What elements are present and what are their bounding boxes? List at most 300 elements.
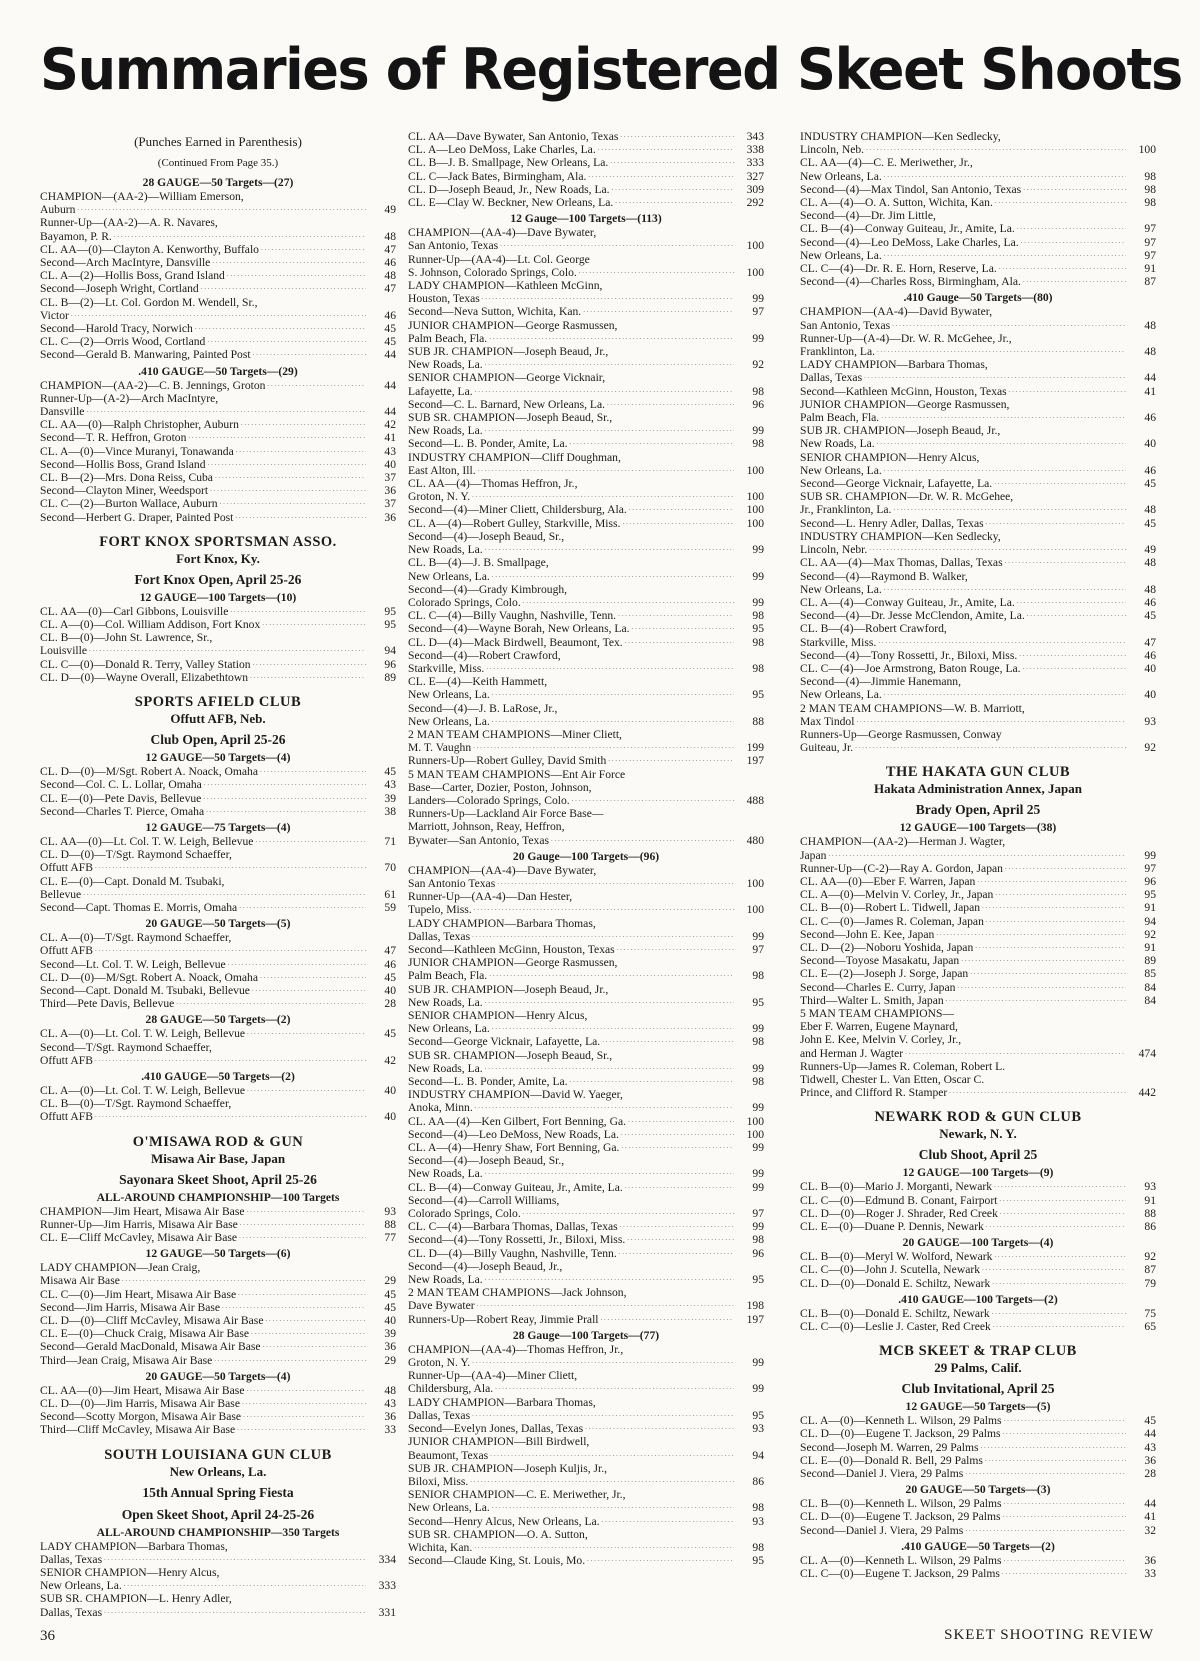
result-entry [408,130,764,143]
score: 93 [734,1422,764,1435]
shooter-name: Second—Gerald B. Manwaring, Painted Post . . . [40,348,366,361]
score: 327 [734,170,764,183]
result-entry [40,348,396,361]
score: 92 [1126,741,1156,754]
score: 97 [1126,236,1156,249]
shooter-name: JUNIOR CHAMPION—George Rasmussen, Palm Beach, Fla. . . . [408,956,734,982]
shooter-name: CL. A—(0)—T/Sgt. Raymond Schaeffer, Offutt AFB . . . [40,931,366,957]
score: 100 [734,464,764,477]
shooter-name: CL. B—(0)—Mario J. Morganti, Newark . . . [800,1180,1126,1193]
result-entry [800,609,1156,622]
score: 480 [734,834,764,847]
event-title: 15th Annual Spring Fiesta [142,1484,294,1500]
result-entry [408,1009,764,1035]
score: 99 [1126,849,1156,862]
score: 98 [734,437,764,450]
gauge-heading: 20 GAUGE—50 Targets—(5) [145,917,291,931]
score: 70 [366,861,396,874]
shooter-name: CHAMPION—(AA-2)—C. B. Jennings, Groton . . . [40,379,366,392]
score: 99 [734,1220,764,1233]
shooter-name: Second—(4)—Tony Rossetti, Jr., Biloxi, Miss. . . . [408,1233,734,1246]
score: 91 [1126,941,1156,954]
result-entry [800,941,1156,954]
score: 44 [1126,371,1156,384]
result-entry [800,835,1156,861]
shooter-name: JUNIOR CHAMPION—George Rasmussen, Palm Beach, Fla. . . . [800,398,1126,424]
shooter-name: Second—(4)—Tony Rossetti, Jr., Biloxi, Miss. . . . [800,649,1126,662]
score: 96 [366,658,396,671]
result-entry [800,954,1156,967]
score: 33 [366,1423,396,1436]
result-entry [408,196,764,209]
result-entry [800,490,1156,516]
result-entry [40,1354,396,1367]
result-entry [408,1515,764,1528]
club-name: FORT KNOX SPORTSMAN ASSO. [99,533,337,550]
result-entry [40,848,396,874]
shooter-name: Second—Toyose Masakatu, Japan . . . [800,954,1126,967]
result-entry [40,458,396,471]
shooter-name: Second—(4)—Charles Ross, Birmingham, Ala. . . . [800,275,1126,288]
gauge-heading: 20 GAUGE—100 Targets—(4) [902,1236,1054,1250]
score: 36 [366,484,396,497]
score: 88 [1126,1207,1156,1220]
score: 87 [1126,275,1156,288]
shooter-name: SUB JR. CHAMPION—Joseph Kuljis, Jr., Biloxi, Miss. . . . [408,1462,734,1488]
score: 85 [1126,967,1156,980]
score: 98 [734,969,764,982]
result-entry [800,649,1156,662]
result-entry [800,249,1156,262]
shooter-name: Second—T. R. Heffron, Groton . . . [40,431,366,444]
result-entry [800,622,1156,648]
score: 333 [734,156,764,169]
result-entry [40,1384,396,1397]
shooter-name: INDUSTRY CHAMPION—David W. Yaeger, Anoka, Minn. . . . [408,1088,734,1114]
score: 98 [734,1075,764,1088]
score: 45 [366,1288,396,1301]
score: 33 [1126,1567,1156,1580]
score: 88 [734,715,764,728]
shooter-name: SUB SR. CHAMPION—L. Henry Adler, Dallas, Texas . . . [40,1592,366,1618]
score: 96 [734,398,764,411]
score: 93 [1126,1180,1156,1193]
shooter-name: LADY CHAMPION—Kathleen McGinn, Houston, Texas . . . [408,279,734,305]
score: 36 [366,1340,396,1353]
score: 100 [734,503,764,516]
shooter-name: Runner-Up—(AA-4)—Lt. Col. George S. Johnson, Colorado Springs, Colo. . . . [408,253,734,279]
result-entry [800,915,1156,928]
shooter-name: CL. A—Leo DeMoss, Lake Charles, La. . . . [408,143,734,156]
result-entry [408,279,764,305]
result-entry [408,1462,764,1488]
result-entry [800,451,1156,477]
result-entry [40,1566,396,1592]
result-entry [40,497,396,510]
result-entry [800,1307,1156,1320]
score: 93 [366,1205,396,1218]
shooter-name: Second—Herbert G. Draper, Painted Post . . . [40,511,366,524]
score: 36 [366,1410,396,1423]
result-entry [800,1441,1156,1454]
score: 98 [734,636,764,649]
score: 32 [1126,1524,1156,1537]
score: 39 [366,1327,396,1340]
shooter-name: Second—(4)—Grady Kimbrough, Colorado Springs, Colo. . . . [408,583,734,609]
result-entry [800,275,1156,288]
gauge-heading: ALL-AROUND CHAMPIONSHIP—100 Targets [96,1190,340,1204]
score: 98 [734,1501,764,1514]
result-entry [408,1528,764,1554]
shooter-name: CL. A—(0)—Lt. Col. T. W. Leigh, Bellevue . . . [40,1084,366,1097]
shooter-name: Second—Hollis Boss, Grand Island . . . [40,458,366,471]
score: 97 [1126,862,1156,875]
result-entry [408,728,764,754]
shooter-name: Second—(4)—Robert Crawford, Starkville, Miss. . . . [408,649,734,675]
shooter-name: Second—L. B. Ponder, Amite, La. . . . [408,437,734,450]
score: 79 [1126,1277,1156,1290]
club-location: Fort Knox, Ky. [176,550,260,566]
result-entry [40,805,396,818]
shooter-name: LADY CHAMPION—Barbara Thomas, Dallas, Texas . . . [800,358,1126,384]
result-entry [800,1263,1156,1276]
score: 95 [366,605,396,618]
result-entry [800,183,1156,196]
shooter-name: Second—Charles E. Curry, Japan . . . [800,981,1126,994]
score: 45 [366,1027,396,1040]
score: 474 [1126,1047,1156,1060]
result-entry [408,398,764,411]
score: 95 [734,688,764,701]
shooter-name: CL. E—(0)—Duane P. Dennis, Newark . . . [800,1220,1126,1233]
score: 95 [734,996,764,1009]
score: 99 [734,596,764,609]
result-entry [800,1207,1156,1220]
result-entry [40,631,396,657]
result-entry [40,1410,396,1423]
score: 94 [366,644,396,657]
result-entry [408,675,764,701]
shooter-name: CL. D—(0)—Eugene T. Jackson, 29 Palms . . . [800,1510,1126,1523]
score: 98 [1126,170,1156,183]
shooter-name: CL. C—(0)—Edmund B. Conant, Fairport . . . [800,1194,1126,1207]
shooter-name: 5 MAN TEAM CHAMPIONS—Ent Air Force Base—Carter, Dozier, Poston, Johnson, Landers—Colorado Springs, Colo. . . . [408,768,734,808]
score: 197 [734,1313,764,1326]
result-entry [408,253,764,279]
score: 43 [1126,1441,1156,1454]
shooter-name: Runner-Up—Jim Harris, Misawa Air Base . . . [40,1218,366,1231]
shooter-name: CL. D—(0)—M/Sgt. Robert A. Noack, Omaha . . . [40,765,366,778]
result-entry [40,511,396,524]
shooter-name: LADY CHAMPION—Jean Craig, Misawa Air Base . . . [40,1261,366,1287]
score: 44 [366,379,396,392]
gauge-heading: 12 GAUGE—50 Targets—(4) [145,751,291,765]
shooter-name: CL. A—(4)—Henry Shaw, Fort Benning, Ga. . . . [408,1141,734,1154]
score: 48 [1126,345,1156,358]
score: 44 [1126,1427,1156,1440]
score: 99 [734,1356,764,1369]
score: 48 [366,269,396,282]
shooter-name: Second—(4)—Miner Cliett, Childersburg, Ala. . . . [408,503,734,516]
shooter-name: CL. D—(0)—Jim Harris, Misawa Air Base . . . [40,1397,366,1410]
result-entry [800,305,1156,331]
score: 86 [1126,1220,1156,1233]
score: 40 [366,458,396,471]
shooter-name: Second—Jim Harris, Misawa Air Base . . . [40,1301,366,1314]
score: 88 [366,1218,396,1231]
result-entry [408,1313,764,1326]
score: 29 [366,1354,396,1367]
score: 100 [734,1115,764,1128]
score: 49 [366,203,396,216]
result-entry [40,1340,396,1353]
shooter-name: CL. C—(0)—James R. Coleman, Japan . . . [800,915,1126,928]
shooter-name: CL. C—(2)—Burton Wallace, Auburn . . . [40,497,366,510]
result-entry [40,835,396,848]
shooter-name: CHAMPION—Jim Heart, Misawa Air Base . . . [40,1205,366,1218]
score: 40 [366,1110,396,1123]
result-entry [40,901,396,914]
shooter-name: CL. C—(0)—Leslie J. Caster, Red Creek . . . [800,1320,1126,1333]
score: 97 [1126,249,1156,262]
score: 44 [1126,1497,1156,1510]
shooter-name: CL. E—(0)—Capt. Donald M. Tsubaki, Bellevue . . . [40,875,366,901]
result-entry [800,1277,1156,1290]
shooter-name: Second—George Vicknair, Lafayette, La. . . . [800,477,1126,490]
result-entry [40,875,396,901]
shooter-name: New Orleans, La. . . . [800,249,1126,262]
result-entry [800,222,1156,235]
score: 48 [366,230,396,243]
shooter-name: INDUSTRY CHAMPION—Cliff Doughman, East Alton, Ill. . . . [408,451,734,477]
shooter-name: CL. AA—(0)—Carl Gibbons, Louisville . . . [40,605,366,618]
shooter-name: Runner-Up—(AA-4)—Dan Hester, Tupelo, Miss. . . . [408,890,734,916]
result-entry [40,296,396,322]
result-entry [40,445,396,458]
result-entry [800,556,1156,569]
result-entry [800,1220,1156,1233]
shooter-name: Second—(4)—Max Tindol, San Antonio, Texas . . . [800,183,1126,196]
result-entry [408,1181,764,1194]
result-entry [40,1288,396,1301]
result-entry [408,943,764,956]
result-entry [800,1497,1156,1510]
result-entry [408,517,764,530]
score: 292 [734,196,764,209]
club-name: MCB SKEET & TRAP CLUB [879,1343,1077,1360]
shooter-name: CL. B—(0)—Meryl W. Wolford, Newark . . . [800,1250,1126,1263]
score: 65 [1126,1320,1156,1333]
score: 41 [1126,1510,1156,1523]
result-entry [408,1260,764,1286]
result-entry [408,411,764,437]
shooter-name: Second—Joseph Wright, Cortland . . . [40,282,366,295]
shooter-name: Second—Clayton Miner, Weedsport . . . [40,484,366,497]
score: 39 [366,792,396,805]
gauge-heading: 12 GAUGE—50 Targets—(5) [905,1400,1051,1414]
score: 99 [734,332,764,345]
result-entry [800,570,1156,596]
score: 40 [366,1314,396,1327]
score: 48 [1126,556,1156,569]
score: 333 [366,1579,396,1592]
score: 45 [1126,477,1156,490]
score: 38 [366,805,396,818]
shooter-name: CL. B—(0)—John St. Lawrence, Sr., Louisville . . . [40,631,366,657]
result-entry [800,262,1156,275]
shooter-name: SUB SR. CHAMPION—Joseph Beaud, Sr., New Roads, La. . . . [408,1049,734,1075]
shooter-name: CL. A—(4)—O. A. Sutton, Wichita, Kan. . . . [800,196,1126,209]
result-entry [40,418,396,431]
result-entry [800,1454,1156,1467]
shooter-name: SENIOR CHAMPION—Henry Alcus, New Orleans, La. . . . [408,1009,734,1035]
score: 49 [1126,543,1156,556]
score: 46 [366,958,396,971]
score: 100 [734,490,764,503]
result-entry [408,1286,764,1312]
shooter-name: CHAMPION—(AA-2)—William Emerson, Auburn . . . [40,190,366,216]
score: 97 [734,1207,764,1220]
shooter-name: CL. B—(4)—Conway Guiteau, Jr., Amite, La. . . . [408,1181,734,1194]
result-entry [40,1084,396,1097]
score: 331 [366,1606,396,1619]
result-entry [408,1343,764,1369]
shooter-name: CL. B—(0)—T/Sgt. Raymond Schaeffer, Offutt AFB . . . [40,1097,366,1123]
score: 37 [366,471,396,484]
shooter-name: CL. D—(0)—Donald E. Schiltz, Newark . . . [800,1277,1126,1290]
gauge-heading: 12 GAUGE—100 Targets—(38) [899,821,1057,835]
result-entry [408,1128,764,1141]
score: 48 [1126,319,1156,332]
shooter-name: Second—Evelyn Jones, Dallas, Texas . . . [408,1422,734,1435]
shooter-name: CL. B—(2)—Lt. Col. Gordon M. Wendell, Sr., Victor . . . [40,296,366,322]
club-location: 29 Palms, Calif. [934,1360,1022,1376]
result-entry [40,605,396,618]
score: 99 [734,1382,764,1395]
shooter-name: CL. D—(0)—M/Sgt. Robert A. Noack, Omaha . . . [40,971,366,984]
page-number: 36 [40,1628,55,1644]
score: 99 [734,1141,764,1154]
result-entry [40,1097,396,1123]
score: 29 [366,1274,396,1287]
result-entry [40,997,396,1010]
result-entry [408,305,764,318]
score: 36 [1126,1554,1156,1567]
shooter-name: Runners-Up—Robert Gulley, David Smith . . . [408,754,734,767]
event-title: Club Open, April 25-26 [150,732,286,748]
score: 98 [734,1035,764,1048]
result-entry [800,1427,1156,1440]
shooter-name: CL. B—(4)—J. B. Smallpage, New Orleans, La. . . . [408,556,734,582]
result-entry [408,956,764,982]
section-note: (Punches Earned in Parenthesis) [134,134,302,149]
shooter-name: Second—T/Sgt. Raymond Schaeffer, Offutt AFB . . . [40,1041,366,1067]
score: 100 [734,903,764,916]
shooter-name: CL. A—(0)—Kenneth L. Wilson, 29 Palms . . . [800,1554,1126,1567]
shooter-name: LADY CHAMPION—Barbara Thomas, Dallas, Texas . . . [408,1396,734,1422]
result-entry [800,156,1156,182]
score: 99 [734,930,764,943]
shooter-name: 2 MAN TEAM CHAMPIONS—Jack Johnson, Dave Bywater . . . [408,1286,734,1312]
shooter-name: CL. B—(0)—Donald E. Schiltz, Newark . . . [800,1307,1126,1320]
shooter-name: Second—Neva Sutton, Wichita, Kan. . . . [408,305,734,318]
result-entry [800,209,1156,222]
result-entry [800,1250,1156,1263]
score: 84 [1126,994,1156,1007]
shooter-name: Second—(4)—Jimmie Hanemann, New Orleans, La. . . . [800,675,1126,701]
score: 99 [734,543,764,556]
magazine-name: SKEET SHOOTING REVIEW [944,1627,1154,1643]
shooter-name: Second—Arch MacIntyre, Dansville . . . [40,256,366,269]
score: 99 [734,1167,764,1180]
event-title: Sayonara Skeet Shoot, April 25-26 [119,1171,317,1187]
result-entry [800,1414,1156,1427]
score: 61 [366,888,396,901]
score: 42 [366,418,396,431]
gauge-heading: ALL-AROUND CHAMPIONSHIP—350 Targets [96,1525,340,1539]
shooter-name: CL. A—(4)—Conway Guiteau, Jr., Amite, La. . . . [800,596,1126,609]
shooter-name: CL. D—(0)—Wayne Overall, Elizabethtown . . . [40,671,366,684]
score: 94 [734,1449,764,1462]
shooter-name: Second—(4)—Dr. Jim Little, [800,209,936,223]
result-entry [408,1075,764,1088]
result-entry [40,1397,396,1410]
result-entry [408,1396,764,1422]
result-entry [40,765,396,778]
score: 28 [366,997,396,1010]
result-entry [40,931,396,957]
shooter-name: Second—(4)—Wayne Borah, New Orleans, La. . . . [408,622,734,635]
score: 47 [366,944,396,957]
score: 40 [1126,437,1156,450]
score: 92 [1126,928,1156,941]
result-entry [40,1231,396,1244]
gauge-heading: 20 GAUGE—50 Targets—(3) [905,1483,1051,1497]
event-title: Open Skeet Shoot, April 24-25-26 [121,1506,315,1522]
score: 41 [1126,385,1156,398]
result-entry [408,1035,764,1048]
shooter-name: CL. B—(4)—Robert Crawford, Starkville, Miss. . . . [800,622,1126,648]
club-location: Hakata Administration Annex, Japan [873,781,1083,797]
shooter-name: Second—John E. Kee, Japan . . . [800,928,1126,941]
result-entry [408,1141,764,1154]
score: 45 [366,322,396,335]
shooter-name: Second—L. Henry Adler, Dallas, Texas . . . [800,517,1126,530]
result-entry [408,890,764,916]
score: 99 [734,1101,764,1114]
score: 40 [366,1084,396,1097]
shooter-name: INDUSTRY CHAMPION—Ken Sedlecky, Lincoln, Neb. . . . [800,130,1126,156]
result-entry [800,424,1156,450]
shooter-name: Second—(4)—Joseph Beaud, Sr., New Roads, La. . . . [408,530,734,556]
gauge-heading: .410 GAUGE—50 Targets—(29) [138,364,298,378]
shooter-name: Second—(4)—Carroll Williams, Colorado Springs, Colo. . . . [408,1194,734,1220]
score: 94 [1126,915,1156,928]
shooter-name: Second—(4)—Joseph Beaud, Jr., New Roads, La. . . . [408,1260,734,1286]
score: 40 [1126,688,1156,701]
shooter-name: CL. A—(4)—Robert Gulley, Starkville, Miss. . . . [408,517,734,530]
score: 48 [366,1384,396,1397]
result-entry [408,807,764,847]
result-entry [800,888,1156,901]
score: 44 [366,405,396,418]
shooter-name: CL. AA—(0)—Clayton A. Kenworthy, Buffalo . . . [40,243,366,256]
shooter-name: Second—L. B. Ponder, Amite, La. . . . [408,1075,734,1088]
result-entry [800,530,1156,556]
shooter-name: Second—(4)—Joseph Beaud, Sr., New Roads, La. . . . [408,1154,734,1180]
result-entry [408,1435,764,1461]
shooter-name: Second—Daniel J. Viera, 29 Palms . . . [800,1524,1126,1537]
